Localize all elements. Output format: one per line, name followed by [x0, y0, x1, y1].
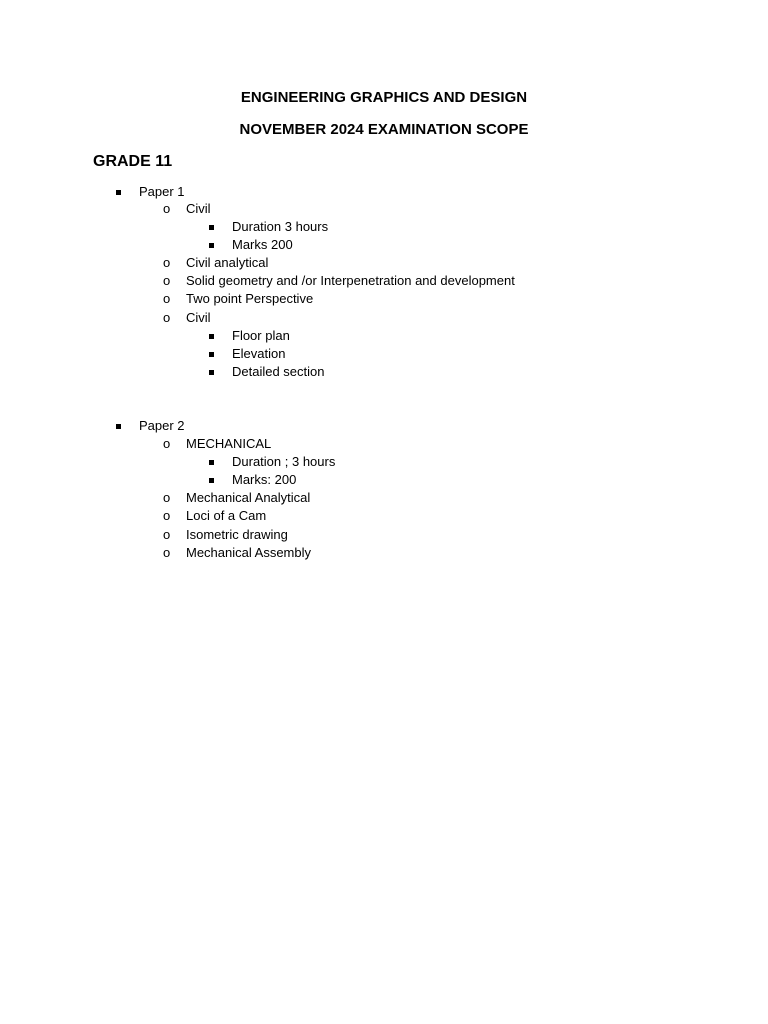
- list-item-label: Detailed section: [232, 364, 325, 379]
- list-item-label: Isometric drawing: [186, 527, 288, 542]
- list-item-label: Civil: [186, 310, 211, 325]
- circle-bullet-icon: o: [163, 527, 171, 542]
- circle-bullet-icon: o: [163, 490, 171, 505]
- square-bullet-icon: [209, 327, 219, 345]
- square-bullet-icon: [116, 183, 126, 201]
- list-item-label: Civil: [186, 201, 211, 216]
- circle-bullet-icon: o: [163, 436, 171, 451]
- list-item-label: Two point Perspective: [186, 291, 314, 306]
- list-item-label: MECHANICAL: [186, 436, 272, 451]
- circle-bullet-icon: o: [163, 255, 171, 270]
- circle-bullet-icon: o: [163, 273, 171, 288]
- list-item-label: Paper 1: [139, 184, 185, 199]
- list-item-label: Solid geometry and /or Interpenetration and development: [186, 273, 515, 288]
- circle-bullet-icon: o: [163, 201, 171, 216]
- list-item-label: Duration ; 3 hours: [232, 454, 336, 469]
- list-item-label: Paper 2: [139, 418, 185, 433]
- square-bullet-icon: [209, 345, 219, 363]
- grade-heading: GRADE 11: [93, 153, 173, 170]
- square-bullet-icon: [116, 417, 126, 435]
- list-item-label: Mechanical Analytical: [186, 490, 311, 505]
- circle-bullet-icon: o: [163, 508, 171, 523]
- circle-bullet-icon: o: [163, 291, 171, 306]
- list-item-label: Marks 200: [232, 237, 293, 252]
- list-item-label: Mechanical Assembly: [186, 545, 311, 560]
- circle-bullet-icon: o: [163, 545, 171, 560]
- list-item-label: Civil analytical: [186, 255, 269, 270]
- square-bullet-icon: [209, 218, 219, 236]
- circle-bullet-icon: o: [163, 310, 171, 325]
- square-bullet-icon: [209, 471, 219, 489]
- document-subtitle: NOVEMBER 2024 EXAMINATION SCOPE: [239, 121, 529, 138]
- square-bullet-icon: [209, 236, 219, 254]
- list-item-label: Duration 3 hours: [232, 219, 329, 234]
- list-item-label: Elevation: [232, 346, 286, 361]
- list-item-label: Marks: 200: [232, 472, 297, 487]
- list-item-label: Floor plan: [232, 328, 290, 343]
- square-bullet-icon: [209, 363, 219, 381]
- document-title: ENGINEERING GRAPHICS AND DESIGN: [240, 89, 528, 106]
- square-bullet-icon: [209, 453, 219, 471]
- list-item-label: Loci of a Cam: [186, 508, 267, 523]
